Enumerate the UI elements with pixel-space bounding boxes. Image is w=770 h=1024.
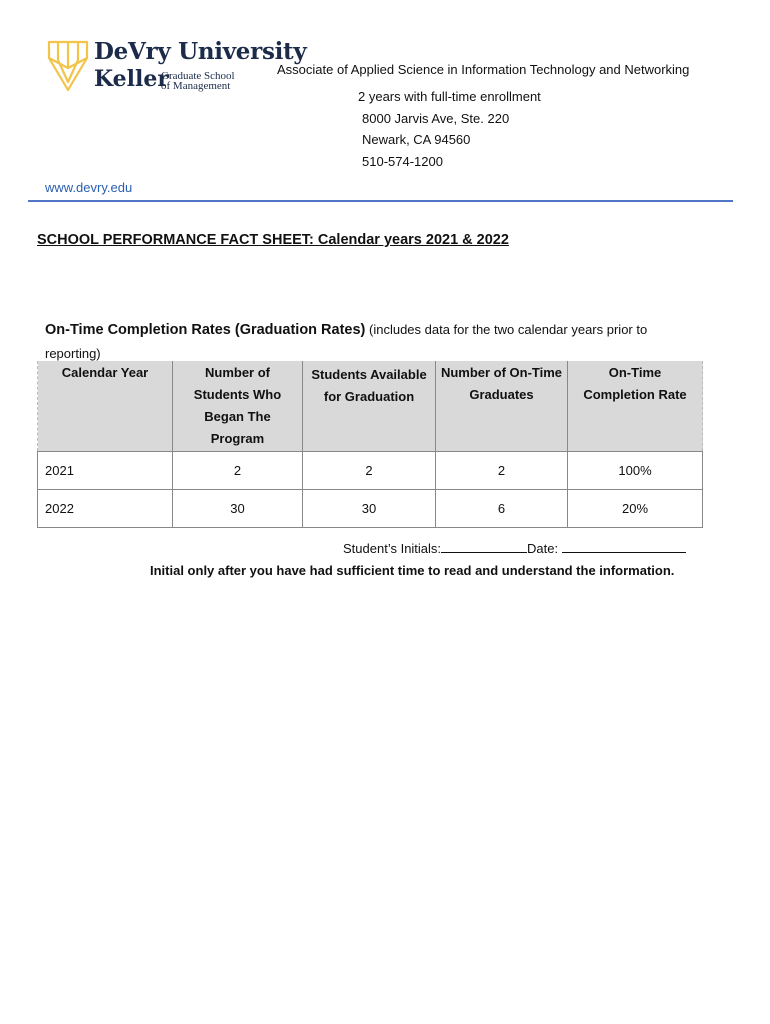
program-duration: 2 years with full-time enrollment [358, 89, 541, 104]
header-on-time-graduates: Number of On-Time Graduates [436, 361, 568, 452]
devry-shield-icon [46, 38, 90, 94]
header-divider [28, 200, 733, 202]
section-note: (includes data for the two calendar years prior to reporting) [45, 322, 648, 361]
cell-year: 2021 [38, 452, 173, 490]
cell-year: 2022 [38, 490, 173, 528]
cell-graduates: 2 [436, 452, 568, 490]
signature-line [343, 538, 686, 556]
logo-keller-text: Keller [94, 66, 169, 92]
table-header-row [38, 361, 703, 452]
logo-university-text: DeVry University [94, 38, 307, 65]
address-line-2: Newark, CA 94560 [362, 132, 471, 147]
cell-began: 2 [173, 452, 303, 490]
header-calendar-year: Calendar Year [38, 361, 173, 452]
page-title: SCHOOL PERFORMANCE FACT SHEET: Calendar years 2021 & 2022 [37, 232, 509, 248]
section-heading [45, 318, 705, 366]
cell-began: 30 [173, 490, 303, 528]
date-label: Date: [527, 541, 562, 556]
table-row [38, 452, 703, 490]
cell-graduates: 6 [436, 490, 568, 528]
completion-rates-table [37, 361, 703, 528]
program-name: Associate of Applied Science in Information Technology and Networking [277, 62, 690, 77]
cell-rate: 100% [568, 452, 703, 490]
devry-keller-logo [46, 38, 307, 98]
date-field[interactable] [562, 538, 686, 553]
header-students-began: Number of Students Who Began The Program [173, 361, 303, 452]
header-completion-rate: On-Time Completion Rate [568, 361, 703, 452]
cell-rate: 20% [568, 490, 703, 528]
phone-number: 510-574-1200 [362, 154, 443, 169]
initials-field[interactable] [441, 538, 527, 553]
logo-graduate-school-text: Graduate School of Management [161, 70, 235, 92]
section-title: On-Time Completion Rates (Graduation Rates) [45, 322, 366, 338]
table-row [38, 490, 703, 528]
initials-label: Student’s Initials: [343, 541, 442, 556]
header-students-available: Students Available for Graduation [303, 361, 436, 452]
instruction-text: Initial only after you have had sufficient time to read and understand the information. [150, 563, 675, 578]
cell-available: 2 [303, 452, 436, 490]
cell-available: 30 [303, 490, 436, 528]
address-line-1: 8000 Jarvis Ave, Ste. 220 [362, 111, 510, 126]
website-link[interactable]: www.devry.edu [45, 180, 133, 195]
